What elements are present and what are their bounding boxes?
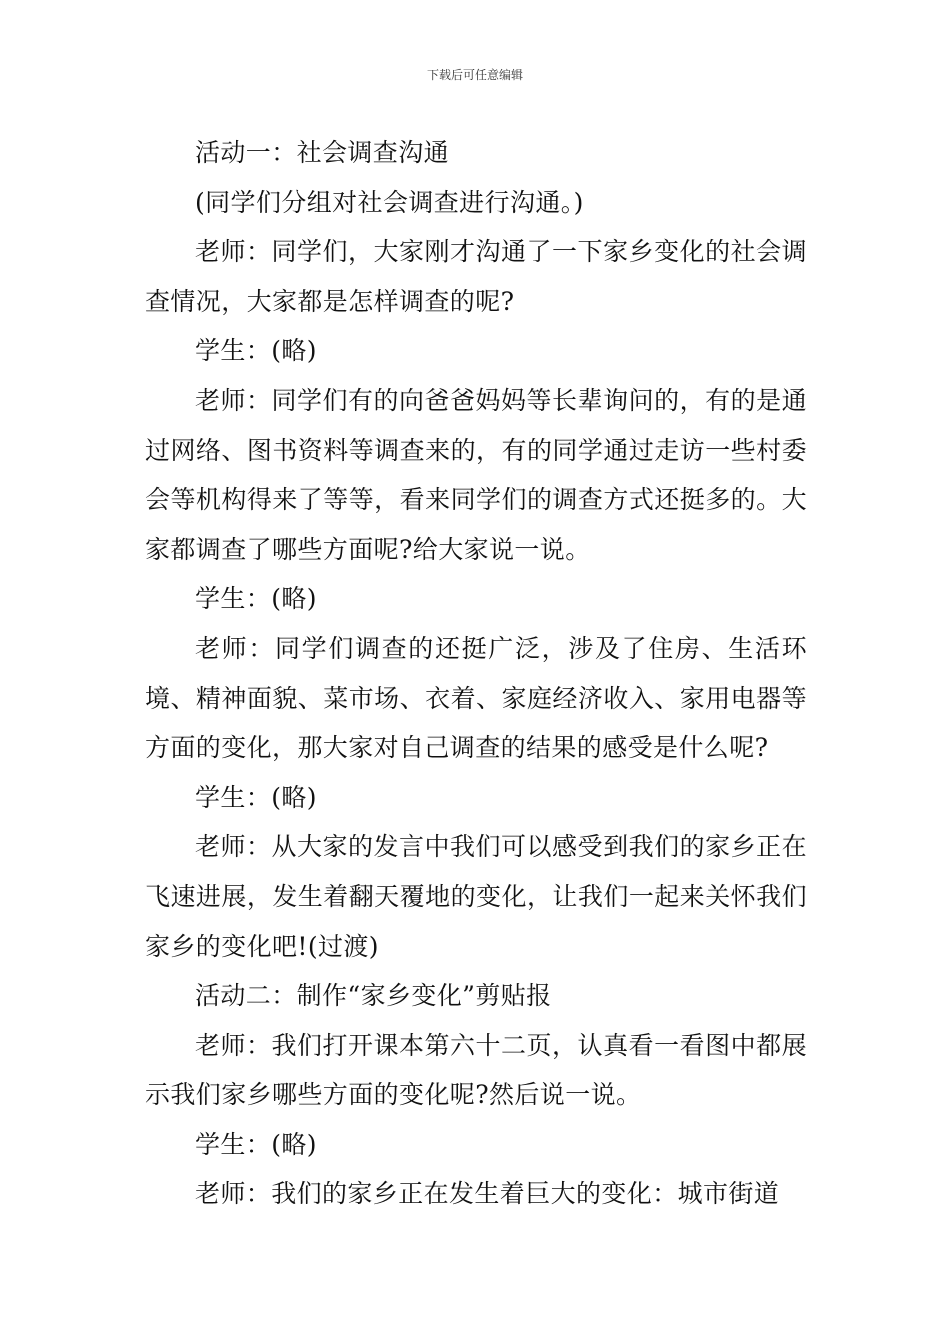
paragraph-student-3: 学生：(略) xyxy=(195,782,317,812)
document-body xyxy=(145,128,807,1219)
paragraph-teacher-4: 老师：从大家的发言中我们可以感受到我们的家乡正在飞速进展，发生着翻天覆地的变化，让我们一起来关怀我们家乡的变化吧!(过渡) xyxy=(145,832,807,961)
paragraph-teacher-3: 老师：同学们调查的还挺广泛，涉及了住房、生活环境、精神面貌、菜市场、衣着、家庭经济收入、家用电器等方面的变化，那大家对自己调查的结果的感受是什么呢? xyxy=(145,633,807,763)
paragraph-activity-two-title: 活动二：制作“家乡变化”剪贴报 xyxy=(195,981,552,1011)
paragraph-student-4: 学生：(略) xyxy=(195,1129,317,1159)
paragraph-student-2: 学生：(略) xyxy=(195,584,317,614)
paragraph-activity-one-title: 活动一：社会调查沟通 xyxy=(195,138,450,167)
paragraph-group-note: (同学们分组对社会调查进行沟通。) xyxy=(195,187,584,217)
page-header: 下载后可任意编辑 xyxy=(426,68,523,82)
paragraph-teacher-2: 老师：同学们有的向爸爸妈妈等长辈询问的，有的是通过网络、图书资料等调查来的，有的同学通过走访一些村委会等机构得来了等等，看来同学们的调查方式还挺多的。大家都调查了哪些方面呢?给大家说一说。 xyxy=(145,385,807,564)
paragraph-teacher-1: 老师：同学们，大家刚才沟通了一下家乡变化的社会调查情况，大家都是怎样调查的呢? xyxy=(145,237,807,316)
paragraph-student-1: 学生：(略) xyxy=(195,336,317,366)
paragraph-teacher-5: 老师：我们打开课本第六十二页，认真看一看图中都展示我们家乡哪些方面的变化呢?然后说一说。 xyxy=(145,1030,807,1110)
paragraph-teacher-6: 老师：我们的家乡正在发生着巨大的变化：城市街道 xyxy=(195,1179,780,1209)
